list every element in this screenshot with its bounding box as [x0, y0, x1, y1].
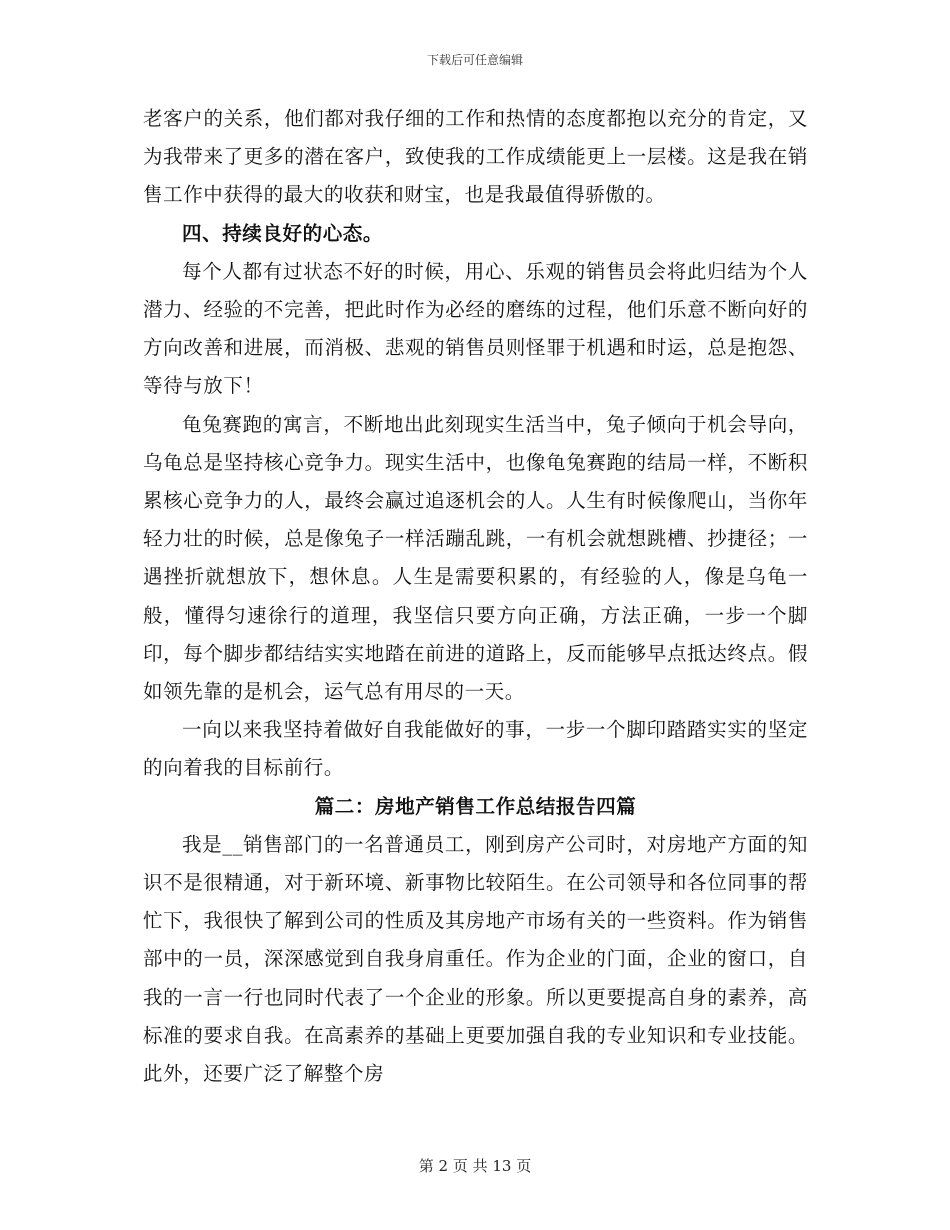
part-two-title: 篇二：房地产销售工作总结报告四篇 [314, 794, 637, 818]
paragraph-intro-part-two: 我是__销售部门的一名普通员工，刚到房产公司时，对房地产方面的知识不是很精通，对于新环境、新事物比较陌生。在公司领导和各位同事的帮忙下，我很快了解到公司的性质及其房地产市场有关的一些资料。作为销售部中的一员，深深感觉到自我身肩重任。作为企业的门面，企业的窗口，自我的一言一行也同时代表了一个企业的形象。所以更要提高自身的素养，高标准的要求自我。在高素养的基础上更要加强自我的专业知识和专业技能。此外，还要广泛了解整个房 [143, 832, 808, 1086]
paragraph-fable: 龟兔赛跑的寓言，不断地出此刻现实生活当中，兔子倾向于机会导向，乌龟总是坚持核心竞争力。现实生活中，也像龟兔赛跑的结局一样，不断积累核心竞争力的人，最终会赢过追逐机会的人。人生有时候像爬山，当你年轻力壮的时候，总是像兔子一样活蹦乱跳，一有机会就想跳槽、抄捷径；一遇挫折就想放下，想休息。人生是需要积累的，有经验的人，像是乌龟一般，懂得匀速徐行的道理，我坚信只要方向正确，方法正确，一步一个脚印，每个脚步都结结实实地踏在前进的道路上，反而能够早点抵达终点。假如领先靠的是机会，运气总有用尽的一天。 [143, 412, 808, 704]
paragraph-mindset: 每个人都有过状态不好的时候，用心、乐观的销售员会将此归结为个人潜力、经验的不完善，把此时作为必经的磨练的过程，他们乐意不断向好的方向改善和进展，而消极、悲观的销售员则怪罪于机遇和时运，总是抱怨、等待与放下！ [143, 259, 808, 398]
page-header: 下载后可任意编辑 [426, 53, 523, 67]
paragraph-steady: 一向以来我坚持着做好自我能做好的事，一步一个脚印踏踏实实的坚定的向着我的目标前行。 [143, 718, 808, 780]
page-number: 第 2 页 共 13 页 [418, 1157, 532, 1175]
paragraph-continued: 老客户的关系，他们都对我仔细的工作和热情的态度都抱以充分的肯定，又为我带来了更多的潜在客户，致使我的工作成绩能更上一层楼。这是我在销售工作中获得的最大的收获和财宝，也是我最值得骄傲的。 [143, 107, 808, 207]
document-body [143, 100, 808, 1093]
section-heading-4: 四、持续良好的心态。 [182, 221, 384, 245]
